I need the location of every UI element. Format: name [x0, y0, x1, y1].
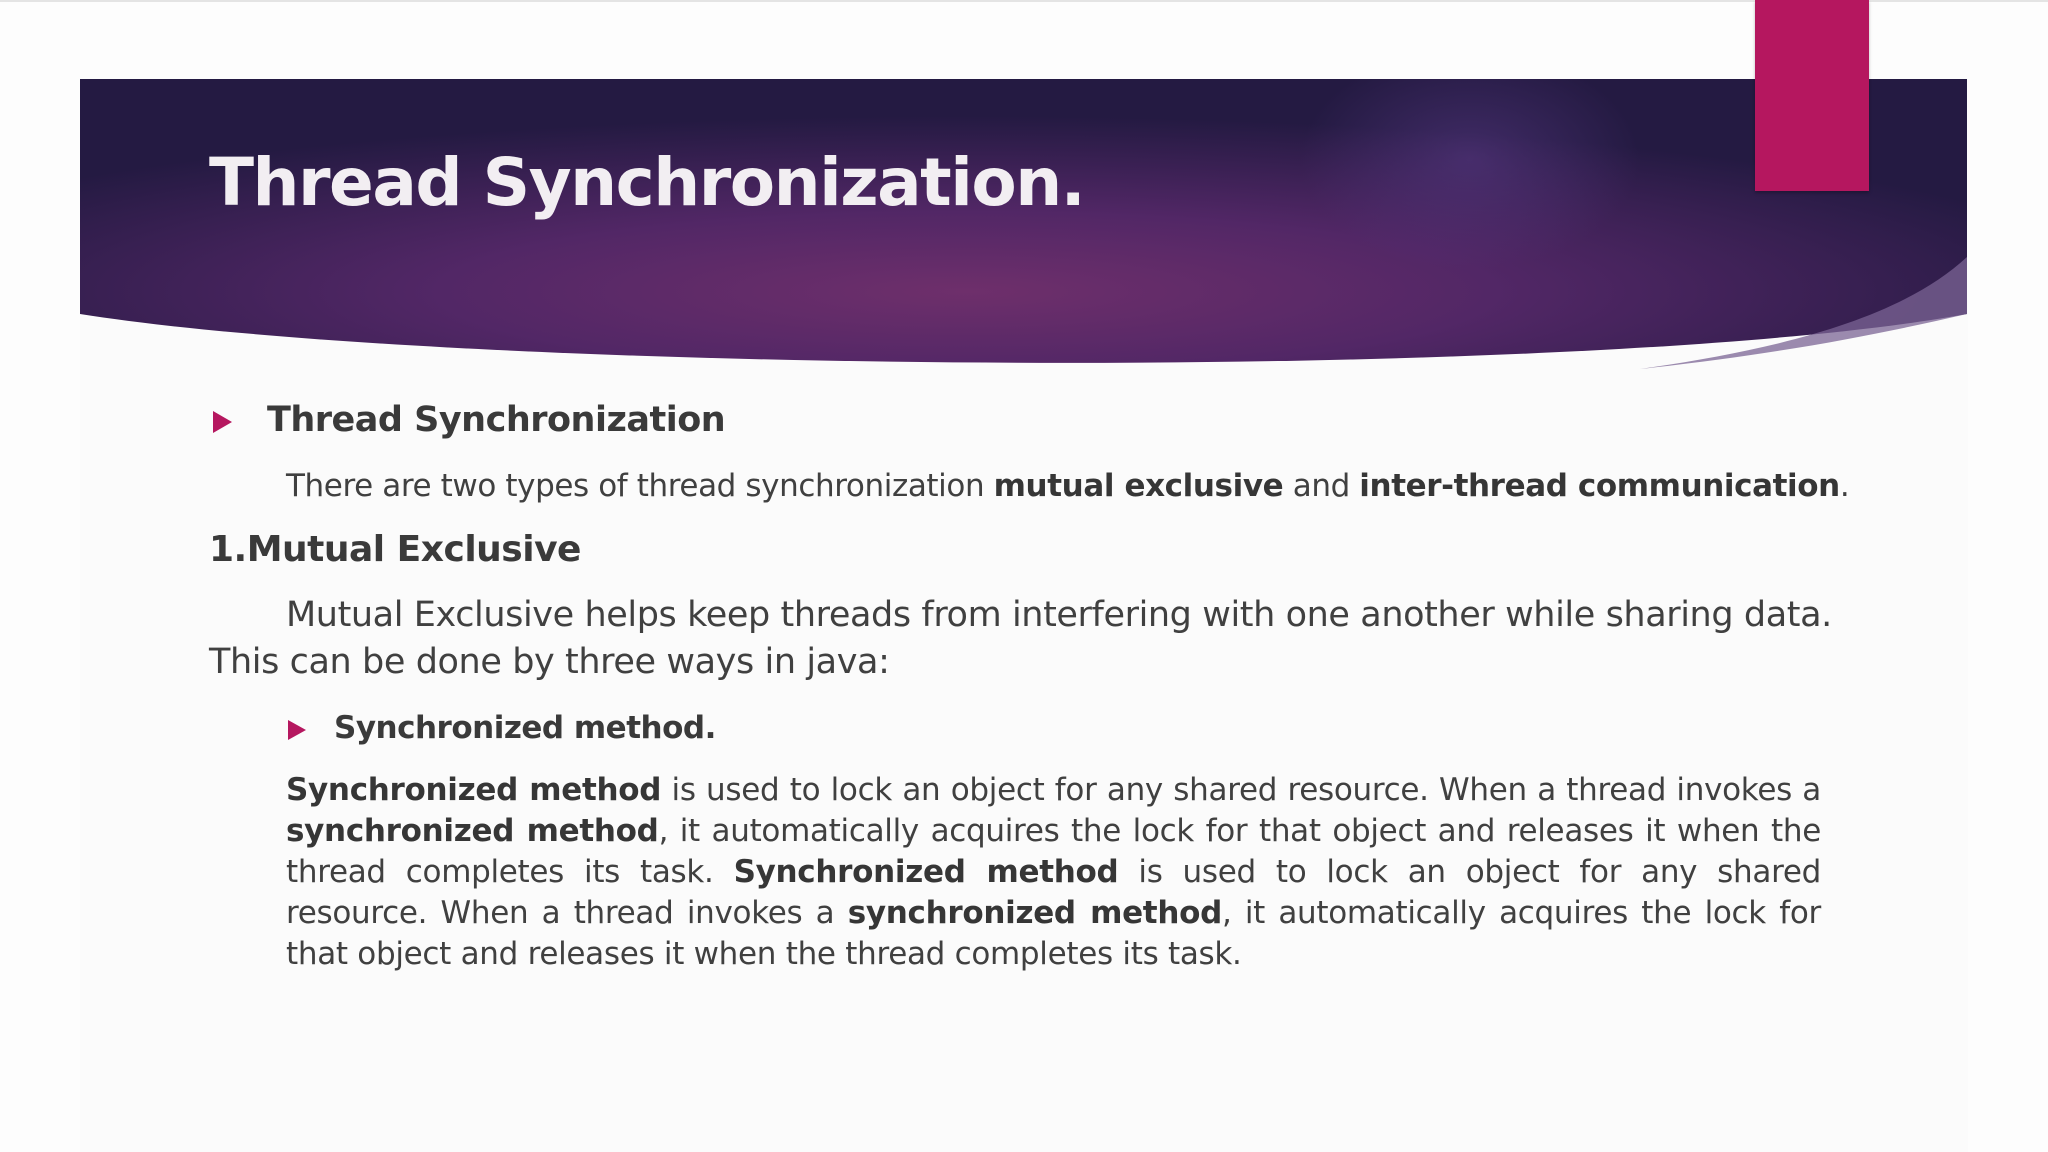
accent-tab: [1755, 0, 1869, 191]
bullet-heading-thread-sync: Thread Synchronization: [267, 400, 726, 440]
title-banner: [80, 79, 1967, 381]
sub-bullet-synchronized-method: Synchronized method.: [334, 710, 716, 746]
slide-title: Thread Synchronization.: [209, 144, 1085, 221]
sync-types-text: There are two types of thread synchronization mutual exclusive and inter-thread communication.: [286, 468, 1850, 504]
mutual-exclusive-line-1: Mutual Exclusive helps keep threads from interfering with one another while sharing data.: [286, 595, 1832, 635]
triangle-bullet-icon: [213, 411, 232, 433]
triangle-bullet-icon: [288, 720, 306, 740]
synchronized-method-paragraph: Synchronized method is used to lock an object for any shared resource. When a thread invokes a synchronized method, it automatically acquires the lock for that object and releases it when the thread completes its task. Synchronized method is used to lock an object for any shared resource. When a thread invokes a synchronized method, it automatically acquires the lock for that object and releases it when the thread completes its task.: [286, 772, 1821, 972]
section-heading-mutual-exclusive: 1.Mutual Exclusive: [209, 529, 581, 570]
mutual-exclusive-line-2: This can be done by three ways in java:: [209, 642, 890, 682]
top-divider: [0, 0, 2048, 2]
